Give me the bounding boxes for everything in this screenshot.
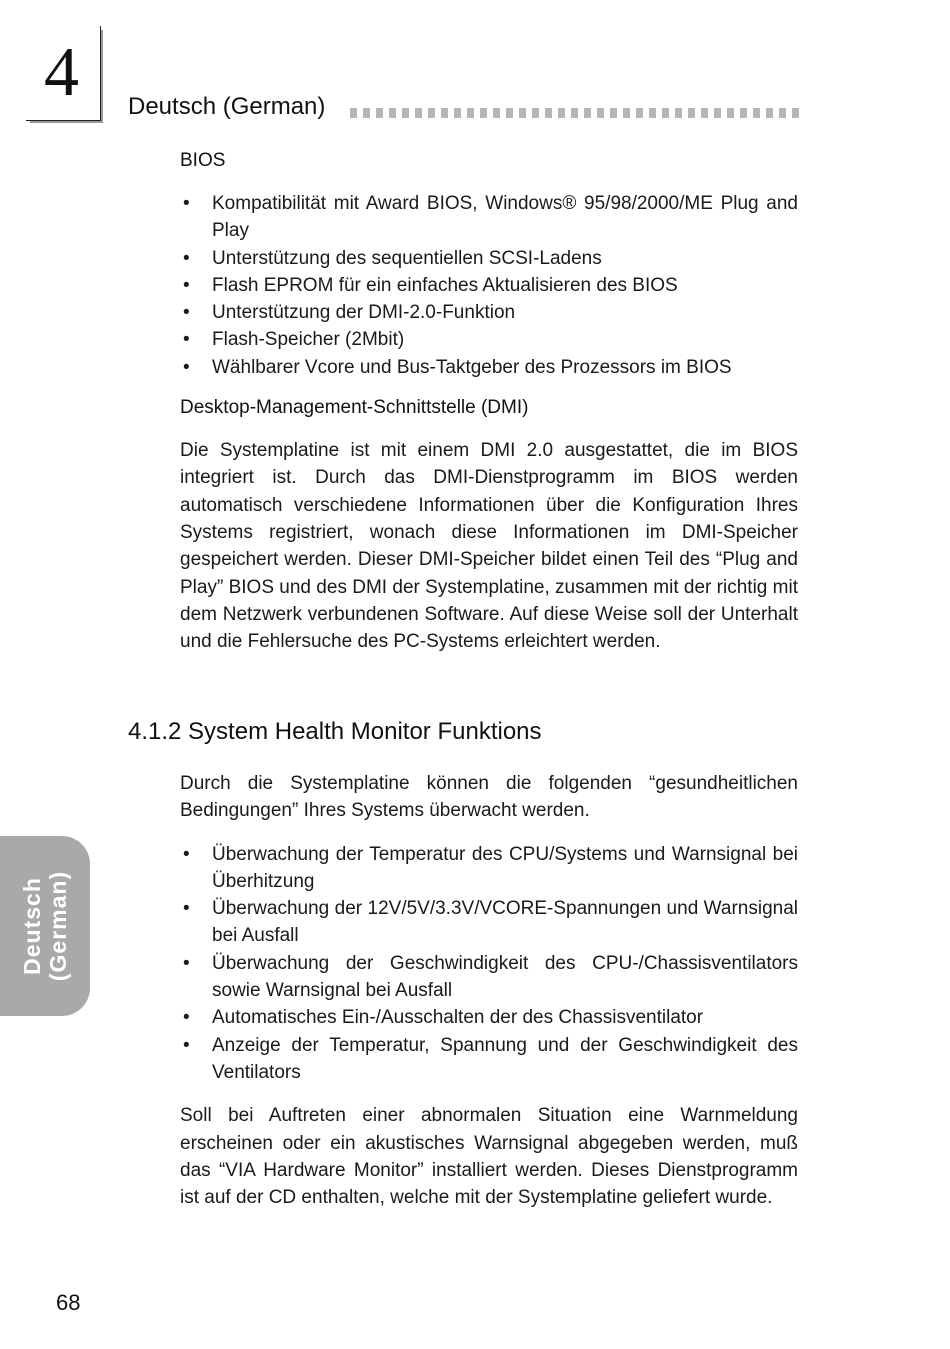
page-header-title: Deutsch (German) [128, 93, 326, 120]
health-closing-paragraph: Soll bei Auftreten einer abnormalen Situation eine Warnmeldung erscheinen oder ein akustisches Warnsignal abgegeben werden, muß das “VIA Hardware Monitor” installiert werden. Dieses Dienstprogramm ist auf der CD enthalten, welche mit der Systemplatine geliefert wurde. [180, 1105, 798, 1209]
health-feature-list [180, 841, 798, 1087]
list-item: • Unterstützung des sequentiellen SCSI-Ladens [180, 245, 798, 272]
list-item: • Überwachung der Geschwindigkeit des CPU-/Chassisventilators sowie Warnsignal bei Ausfall [180, 950, 798, 1005]
list-item: • Anzeige der Temperatur, Spannung und der Geschwindigkeit des Ventilators [180, 1032, 798, 1087]
list-item: • Flash EPROM für ein einfaches Aktualisieren des BIOS [180, 272, 798, 299]
dmi-heading: Desktop-Management-Schnittstelle (DMI) [180, 397, 529, 419]
list-item: • Wählbarer Vcore und Bus-Taktgeber des Prozessors im BIOS [180, 354, 798, 381]
bios-feature-list [180, 190, 798, 381]
header-dotted-rule [350, 108, 800, 118]
chapter-number: 4 [44, 34, 79, 111]
bios-heading: BIOS [180, 150, 226, 171]
main-content [180, 150, 798, 671]
section-heading-health-monitor: 4.1.2 System Health Monitor Funktions [128, 718, 542, 745]
list-item: • Flash-Speicher (2Mbit) [180, 326, 798, 353]
list-item: • Überwachung der 12V/5V/3.3V/VCORE-Spannungen und Warnsignal bei Ausfall [180, 895, 798, 950]
list-item: • Unterstützung der DMI-2.0-Funktion [180, 299, 798, 326]
dmi-paragraph: Die Systemplatine ist mit einem DMI 2.0 ausgestattet, die im BIOS integriert ist. Durch das DMI-Dienstprogramm im BIOS werden automatisch verschiedene Informationen über die Konfiguration Ihres Systems registriert, wonach diese Informationen im DMI-Speicher gespeichert werden. Dieser DMI-Speicher bildet einen Teil des “Plug and Play” BIOS und des DMI der Systemplatine, zusammen mit der richtig mit dem Netzwerk verbundenen Software. Auf diese Weise soll der Unterhalt und die Fehlersuche des PC-Systems erleichtert werden. [180, 440, 798, 653]
page-number: 68 [56, 1290, 81, 1315]
list-item: • Kompatibilität mit Award BIOS, Windows® 95/98/2000/ME Plug and Play [180, 190, 798, 245]
side-tab-label [19, 836, 71, 1016]
list-item: • Automatisches Ein-/Ausschalten der des Chassisventilator [180, 1004, 798, 1031]
side-tab-line1: Deutsch [19, 877, 45, 975]
health-content [180, 770, 798, 1227]
side-tab-line2: (German) [45, 870, 71, 982]
list-item: • Überwachung der Temperatur des CPU/Systems und Warnsignal bei Überhitzung [180, 841, 798, 896]
health-intro-paragraph: Durch die Systemplatine können die folgenden “gesundheitlichen Bedingungen” Ihres Systems überwacht werden. [180, 773, 798, 822]
